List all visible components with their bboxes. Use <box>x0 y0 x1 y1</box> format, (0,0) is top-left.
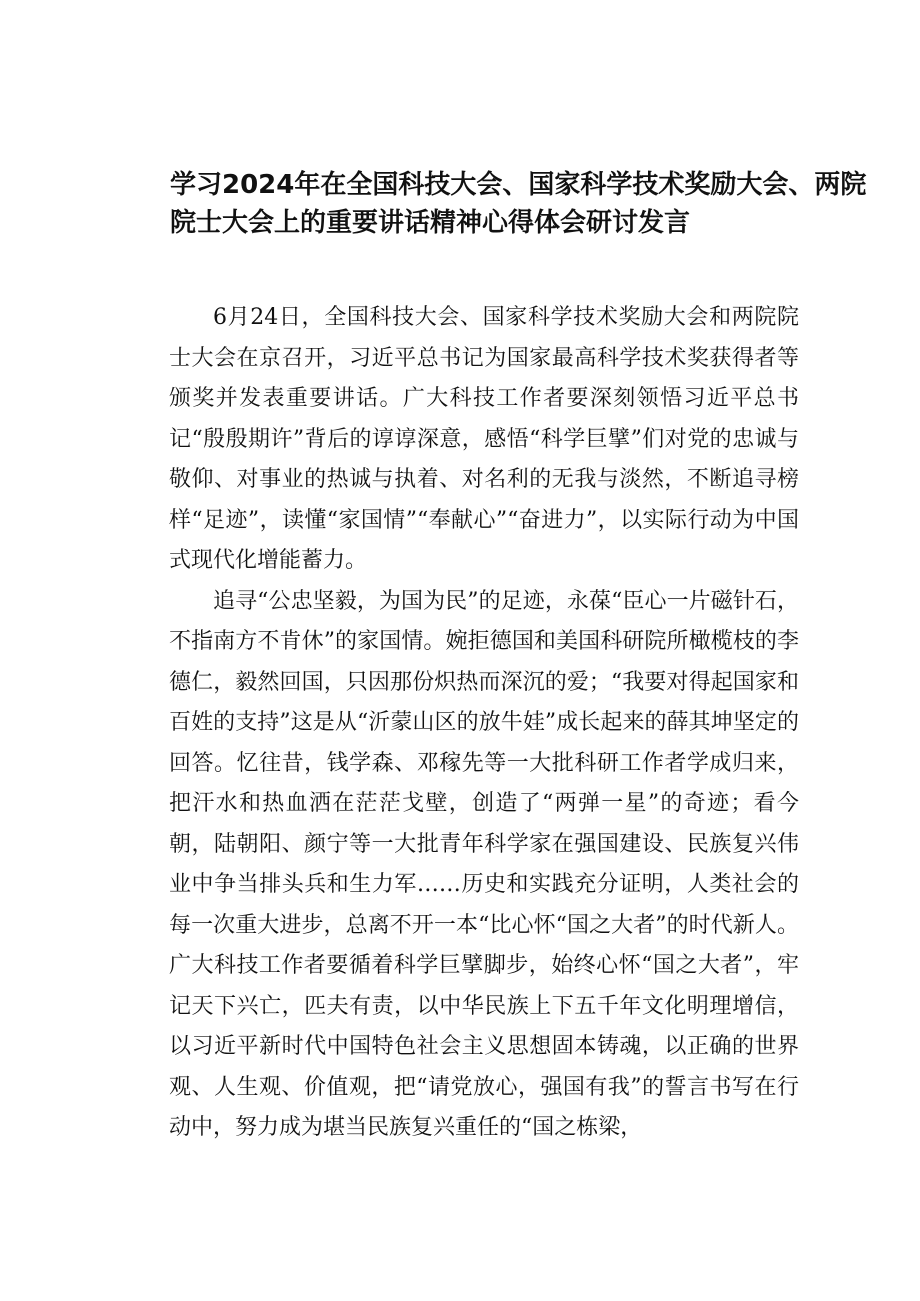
document-title <box>170 166 867 242</box>
paragraph-2: 追寻“公忠坚毅，为国为民”的足迹，永葆“臣心一片磁针石，不指南方不肯休”的家国情。婉拒德国和美国科研院所橄榄枝的李德仁，毅然回国，只因那份炽热而深沉的爱；“我要对得起国家和百姓的支持”这是从“沂蒙山区的放牛娃”成长起来的薛其坤坚定的回答。忆往昔，钱学森、邓稼先等一大批科研工作者学成归来，把汗水和热血洒在茫茫戈壁，创造了“两弹一星”的奇迹；看今朝，陆朝阳、颜宁等一大批青年科学家在强国建设、民族复兴伟业中争当排头兵和生力军……历史和实践充分证明，人类社会的每一次重大进步，总离不开一本“比心怀“国之大者”的时代新人。广大科技工作者要循着科学巨擘脚步，始终心怀“国之大者”，牢记天下兴亡，匹夫有责，以中华民族上下五千年文化明理增信，以习近平新时代中国特色社会主义思想固本铸魂，以正确的世界观、人生观、价值观，把“请党放心，强国有我”的誓言书写在行动中，努力成为堪当民族复兴重任的“国之栋梁， <box>169 588 799 1140</box>
document-body <box>169 298 799 1149</box>
title-line-1: 学习2024年在全国科技大会、国家科学技术奖励大会、两院 <box>170 170 867 200</box>
paragraph-1: 6月24日，全国科技大会、国家科学技术奖励大会和两院院士大会在京召开，习近平总书记为国家最高科学技术奖获得者等颁奖并发表重要讲话。广大科技工作者要深刻领悟习近平总书记“殷殷期许”背后的谆谆深意，感悟“科学巨擘”们对党的忠诚与敬仰、对事业的热诚与执着、对名利的无我与淡然，不断追寻榜样“足迹”，读懂“家国情”“奉献心”“奋进力”，以实际行动为中国式现代化增能蓄力。 <box>169 305 799 573</box>
title-line-2: 院士大会上的重要讲话精神心得体会研讨发言 <box>170 208 691 238</box>
